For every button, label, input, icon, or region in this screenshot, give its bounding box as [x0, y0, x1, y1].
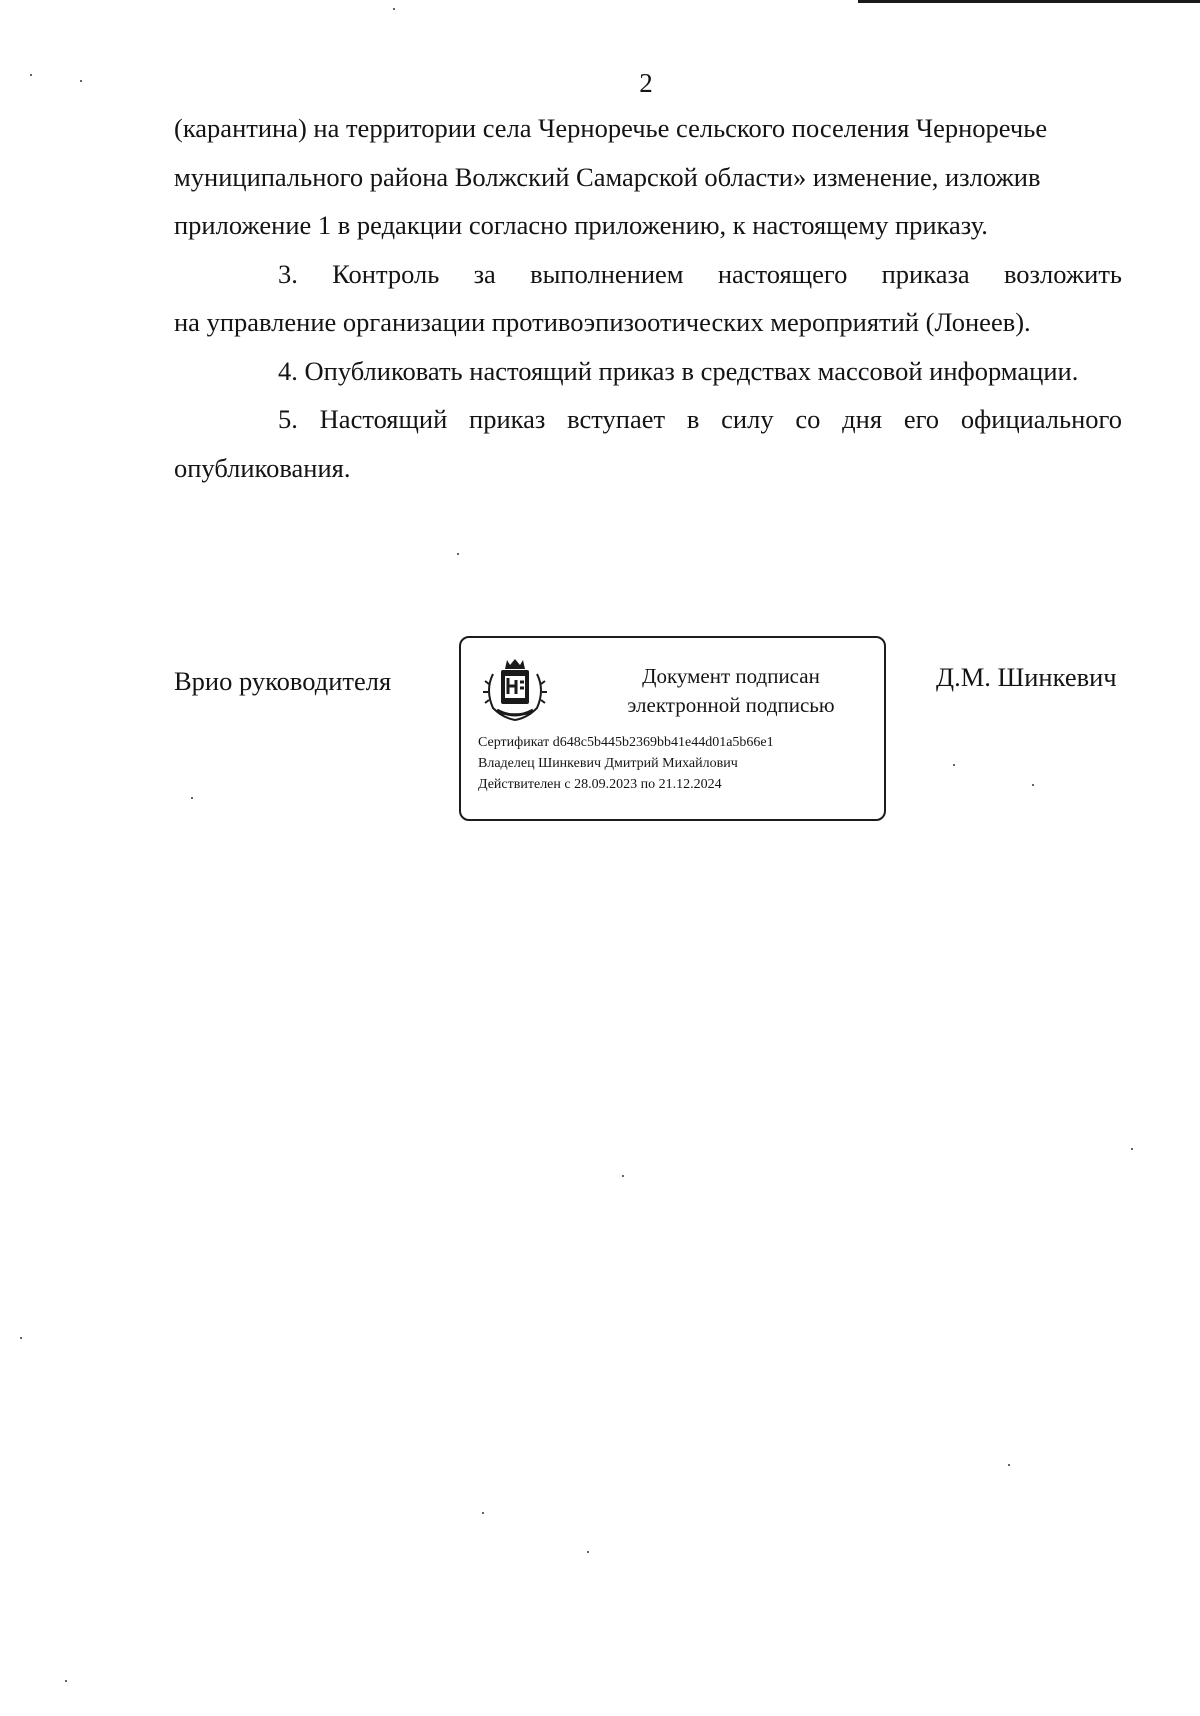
scan-edge-line: [858, 0, 1200, 3]
scan-speck: [457, 553, 459, 555]
text-line: муниципального района Волжский Самарской области» изменение, изложив: [174, 161, 1041, 192]
item-text-line2: на управление организации противоэпизоотических мероприятий (Лонеев).: [174, 307, 1031, 337]
stamp-title-line2: электронной подписью: [627, 693, 835, 717]
scan-speck: [65, 1680, 67, 1682]
certificate-number: Сертификат d648c5b445b2369bb41e44d01a5b66e1: [478, 735, 774, 750]
signer-position: Врио руководителя: [174, 666, 392, 696]
text-line: (карантина) на территории села Черноречье сельского поселения Черноречье: [174, 113, 1048, 143]
certificate-owner: Владелец Шинкевич Дмитрий Михайлович: [478, 756, 738, 771]
document-body: [174, 104, 1122, 492]
scan-speck: [622, 1175, 624, 1177]
scan-speck: [1008, 1464, 1010, 1466]
item-text-line1: Настоящий приказ вступает в силу со дня его официального: [319, 404, 1122, 434]
item-text-line1: Контроль за выполнением настоящего приказа возложить: [332, 258, 1122, 289]
item-number: 3.: [278, 258, 298, 289]
electronic-signature-stamp: [459, 636, 886, 821]
stamp-details: [478, 732, 774, 795]
item-number: 5.: [278, 404, 298, 434]
paragraph-item-5: [174, 395, 1122, 444]
paragraph-continuation: [174, 104, 1122, 250]
paragraph-item-3: [174, 250, 1122, 299]
scan-speck: [393, 8, 395, 10]
scan-speck: [20, 1337, 22, 1339]
scan-speck: [587, 1551, 589, 1553]
paragraph-item-5-continuation: [174, 444, 1122, 493]
page-number: 2: [639, 68, 653, 98]
certificate-validity: Действителен с 28.09.2023 по 21.12.2024: [478, 777, 722, 792]
scan-speck: [1131, 1148, 1133, 1150]
paragraph-item-4: [174, 347, 1122, 396]
item-text-line2: опубликования.: [174, 452, 351, 483]
paragraph-item-3-continuation: [174, 298, 1122, 347]
stamp-title-line1: Документ подписан: [642, 664, 820, 688]
stamp-title: [591, 662, 871, 720]
signature-block: [0, 636, 1200, 826]
signer-name: Д.М. Шинкевич: [936, 662, 1117, 692]
text-line: приложение 1 в редакции согласно приложению, к настоящему приказу.: [174, 210, 988, 240]
item-number: 4.: [278, 355, 298, 386]
scan-speck: [482, 1512, 484, 1514]
coat-of-arms-emblem-icon: [479, 654, 551, 726]
item-text: Опубликовать настоящий приказ в средствах массовой информации.: [304, 355, 1079, 386]
